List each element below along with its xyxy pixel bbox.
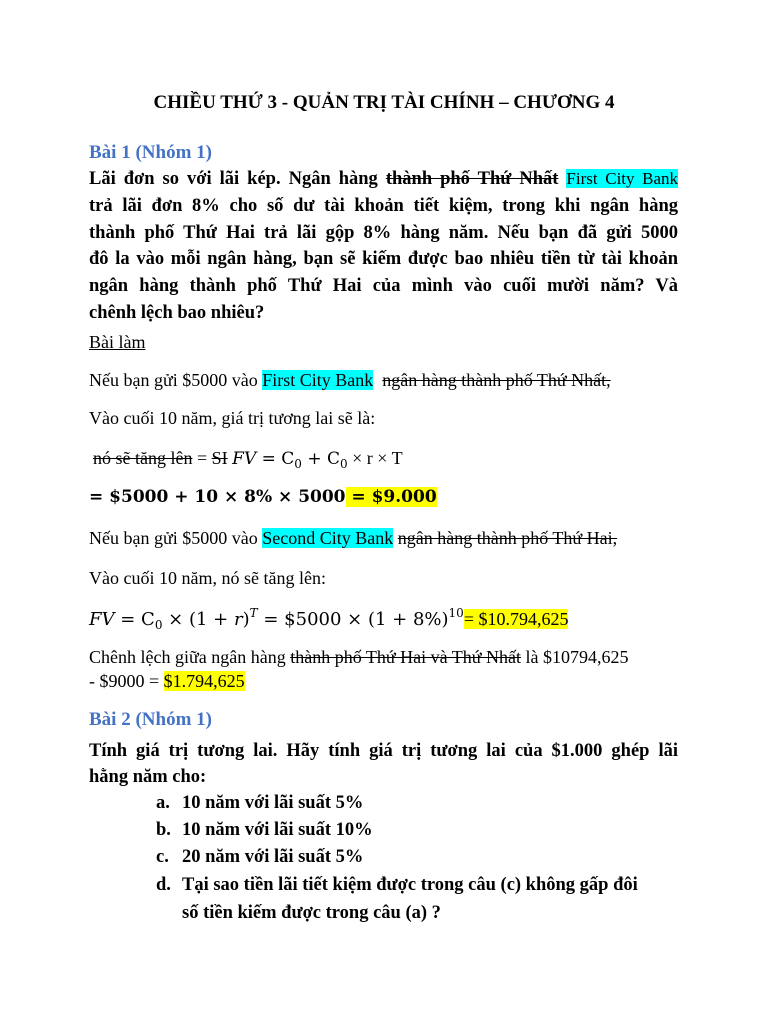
solution-line-8: Chênh lệch giữa ngân hàng thành phố Thứ Hai và Thứ Nhất là $10794,625 [89,647,629,667]
problem-2-line-2: hằng năm cho: [89,767,207,787]
problem-1-text-start: Lãi đơn so với lãi kép. Ngân hàng [89,169,386,189]
strikethrough-text: thành phố Thứ Hai và Thứ Nhất [290,647,522,667]
highlight-first-city-bank-2: First City Bank [262,370,374,390]
highlight-result-9000: = $9.000 [345,487,437,507]
highlight-first-city-bank: First City Bank [566,169,679,188]
strikethrough-text: ngân hàng thành phố Thứ Nhất, [382,370,611,390]
list-item-b: b. 10 năm với lãi suất 10% [156,820,373,840]
list-item-a: a. 10 năm với lãi suất 5% [156,793,364,813]
solution-label: Bài làm [89,332,146,352]
section-heading-bai-1: Bài 1 (Nhóm 1) [89,142,212,163]
problem-1-line-6: chênh lệch bao nhiêu? [89,303,265,323]
highlight-result-10794: = $10.794,625 [463,609,569,629]
solution-line-5: Nếu bạn gửi $5000 vào Second City Bank ngân hàng thành phố Thứ Hai, [89,528,618,548]
list-item-c: c. 20 năm với lãi suất 5% [156,847,364,867]
solution-line-2: Vào cuối 10 năm, giá trị tương lai sẽ là: [89,408,376,428]
simple-interest-formula: FV = $C_0 + C_0$ [232,449,348,471]
highlight-difference: $1.794,625 [163,671,245,691]
solution-line-9: - $9000 = $1.794,625 [89,671,245,691]
problem-1-line-5: ngân hàng thành phố Thứ Hai của mình vào cuối mười năm? Và [89,276,678,296]
problem-2-line-1: Tính giá trị tương lai. Hãy tính giá trị tương lai của $1.000 ghép lãi [89,741,678,761]
compound-interest-formula: FV = $C_0 \times (1 + r)^T$ = $5000 × $(1 + 8\%)^{10}=$ $10.794,625 [89,606,569,632]
problem-1-line-3: thành phố Thứ Hai trả lãi gộp 8% hàng năm. Nếu bạn đã gửi 5000 [89,223,678,243]
strikethrough-text: nó sẽ tăng lên [93,448,193,468]
strikethrough-text: thành phố Thứ Nhất [385,169,559,189]
strikethrough-text: ngân hàng thành phố Thứ Hai, [397,528,618,548]
list-item-d: d. Tại sao tiền lãi tiết kiệm được trong câu (c) không gấp đôi [156,875,638,895]
solution-line-1: Nếu bạn gửi $5000 vào First City Bank ngân hàng thành phố Thứ Nhất, [89,370,611,390]
section-heading-bai-2: Bài 2 (Nhóm 1) [89,709,212,730]
solution-line-6: Vào cuối 10 năm, nó sẽ tăng lên: [89,568,326,588]
page-title: CHIỀU THỨ 3 - QUẢN TRỊ TÀI CHÍNH – CHƯƠNG 4 [153,92,615,113]
solution-formula-si: nó sẽ tăng lên = SI FV = $C_0 + C_0 \times r \times T$ [93,448,403,471]
strikethrough-text: SI [211,448,228,468]
highlight-second-city-bank: Second City Bank [262,528,394,548]
problem-1-line-2: trả lãi đơn 8% cho số dư tài khoản tiết kiệm, trong khi ngân hàng [89,196,678,216]
list-item-d-continuation: số tiền kiếm được trong câu (a) ? [182,903,441,923]
problem-1-line-1 [89,166,678,192]
problem-1-line-4: đô la vào mỗi ngân hàng, bạn sẽ kiếm được bao nhiêu tiền từ tài khoản [89,249,678,269]
simple-interest-result: = $5000 + 10 × 8% × 5000 = $9.000 [89,487,437,507]
